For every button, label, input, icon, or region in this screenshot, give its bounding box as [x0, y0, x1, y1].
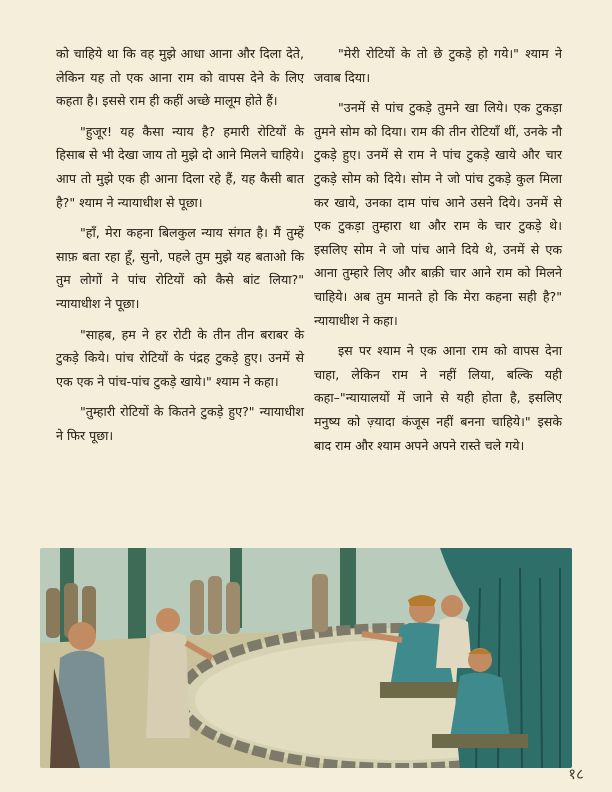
story-paragraph: "हुजूर! यह कैसा न्याय है? हमारी रोटियों के हिसाब से भी देखा जाय तो मुझे दो आने मिलने चाहिये। आप तो मुझे एक ही आना दिला रहे हैं, यह कैसी बात है?" श्याम ने न्यायाधीश से पूछा। [56, 123, 304, 210]
court-scene-illustration [40, 548, 572, 768]
background-tree [340, 548, 356, 638]
page-number: १८ [568, 765, 584, 783]
story-paragraph: "मेरी रोटियों के तो छे टुकड़े हो गये।" श्याम ने जवाब दिया। [314, 46, 562, 85]
story-column-right [314, 42, 562, 464]
story-paragraph: "उनमें से पांच टुकड़े तुमने खा लिये। एक टुकड़ा तुमने सोम को दिया। राम की तीन रोटियाँ थीं, उनके नौ टुकड़े हुए। उनमें से राम ने पांच टुकड़े खाये और चार टुकड़े सोम को दिये। सोम ने जो पांच टुकड़े कुल मिला कर खाये, उनका दाम पांच आने उसने दिये। उनमें से एक टुकड़ा तुम्हारा था और राम के चार टुकड़े थे। इसलिए सोम ने जो पांच आने दिये थे, उनमें से एक आना तुम्हारे लिए और बाक़ी चार आने राम को मिलने चाहिये। अब तुम मानते हो कि मेरा कहना सही है?" न्यायाधीश ने कहा। [314, 100, 562, 328]
story-paragraph: "साहब, हम ने हर रोटी के तीन तीन बराबर के टुकड़े किये। पांच रोटियों के पंद्रह टुकड़े हुए। उनमें से एक एक ने पांच-पांच टुकड़े खाये।" श्याम ने कहा। [56, 326, 304, 389]
story-paragraph: इस पर श्याम ने एक आना राम को वापस देना चाहा, लेकिन राम ने नहीं लिया, बल्कि यही कहा–"न्यायालयों में जाने से यही होता है, इसलिए मनुष्य को ज़्यादा कंजूस नहीं बनना चाहिये।" इसके बाद राम और श्याम अपने अपने रास्ते चले गये। [314, 343, 562, 453]
story-paragraph: को चाहिये था कि वह मुझे आधा आना और दिला देते, लेकिन यह तो एक आना राम को वापस देने के लिए कहता है। इससे राम ही कहीं अच्छे मालूम होते हैं। [56, 46, 304, 109]
background-tree [128, 548, 146, 648]
story-paragraph: "तुम्हारी रोटियों के कितने टुकड़े हुए?" न्यायाधीश ने फिर पूछा। [56, 404, 304, 443]
story-paragraph: "हाँ, मेरा कहना बिलकुल न्याय संगत है। मैं तुम्हें साफ़ बता रहा हूँ, सुनो, पहले तुम मुझे यह बताओ कि तुम लोगों ने पांच रोटियों को कैसे बांट लिया?" न्यायाधीश ने पूछा। [56, 225, 304, 311]
story-column-left [56, 42, 304, 455]
